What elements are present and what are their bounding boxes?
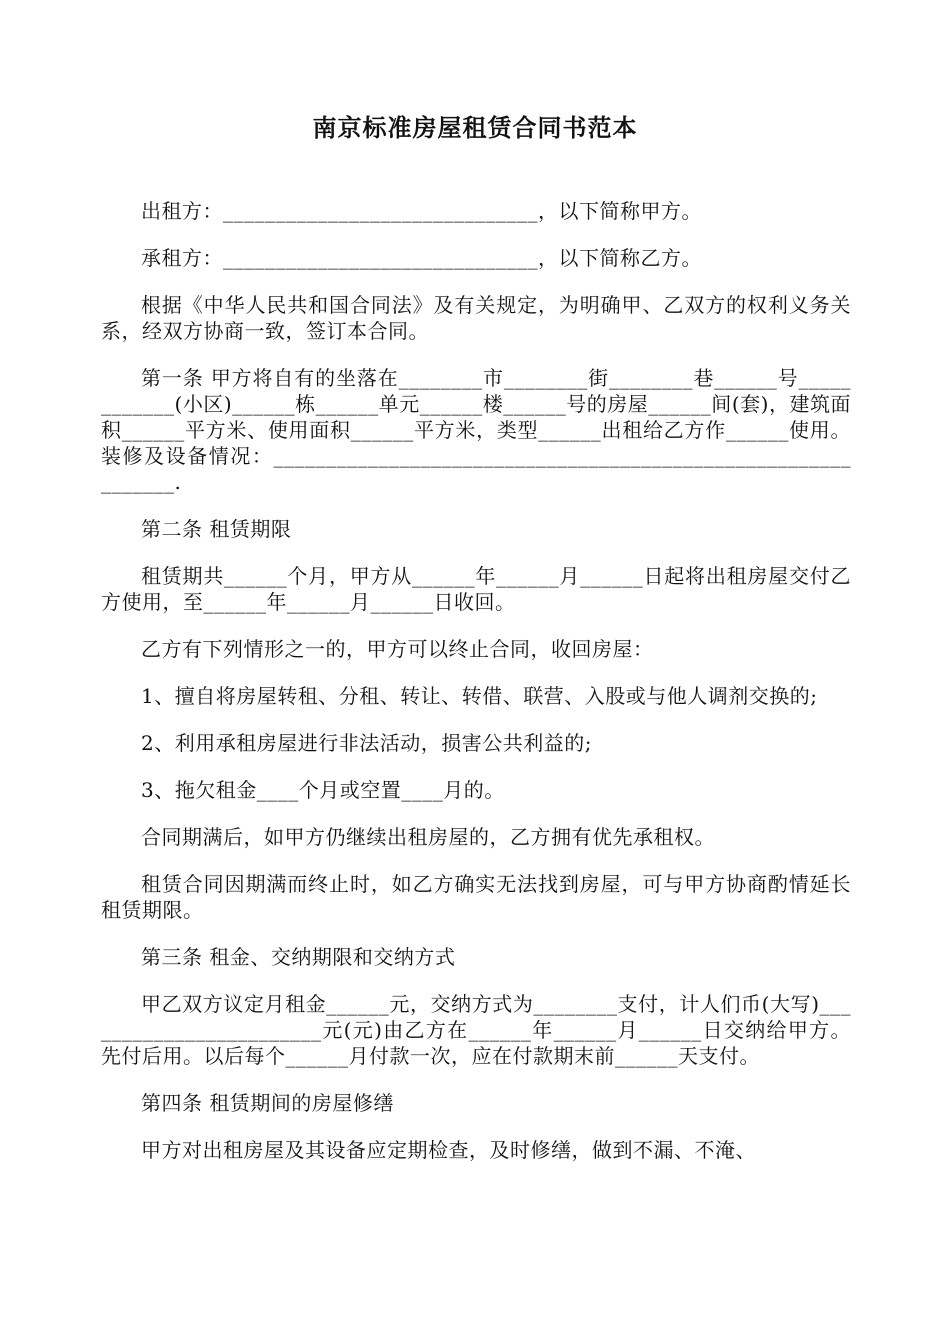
paragraph-priority-renewal: 合同期满后，如甲方仍继续出租房屋的，乙方拥有优先承租权。 <box>141 825 715 849</box>
paragraph-extension: 租赁合同因期满而终止时，如乙方确实无法找到房屋，可与甲方协商酌情延长租赁期限。 <box>101 872 851 922</box>
paragraph-lessor: 出租方：______________________________，以下简称甲方。 <box>141 199 702 223</box>
paragraph-condition-3: 3、拖欠租金____个月或空置____月的。 <box>141 778 505 802</box>
paragraph-condition-1: 1、擅自将房屋转租、分租、转让、转借、联营、入股或与他人调剂交换的; <box>141 684 818 708</box>
paragraph-termination-conditions: 乙方有下列情形之一的，甲方可以终止合同，收回房屋： <box>141 637 654 661</box>
paragraph-rent-payment: 甲乙双方议定月租金______元，交纳方式为________支付，计人们币(大写)________________________元(元)由乙方在______年______月______日交纳给甲方。先付后用。以后每个______月付款一次，应在付款期末前______天支付。 <box>101 992 851 1068</box>
paragraph-article-1: 第一条 甲方将自有的坐落在________市________街________巷______号____________(小区)______栋______单元______楼______号的房屋______间(套)，建筑面积______平方米、使用面积______平方米，类型______出租给乙方作______使用。装修及设备情况：______________________________________________________________. <box>101 366 851 494</box>
heading-article-3: 第三条 租金、交纳期限和交纳方式 <box>141 945 456 969</box>
document-body <box>101 198 851 1184</box>
paragraph-lease-term: 租赁期共______个月，甲方从______年______月______日起将出租房屋交付乙方使用，至______年______月______日收回。 <box>101 564 851 614</box>
paragraph-lessee: 承租方：______________________________，以下简称乙方。 <box>141 246 702 270</box>
document-title: 南京标准房屋租赁合同书范本 <box>312 114 638 142</box>
paragraph-preamble: 根据《中华人民共和国合同法》及有关规定，为明确甲、乙双方的权利义务关系，经双方协商一致，签订本合同。 <box>101 293 851 343</box>
paragraph-repairs: 甲方对出租房屋及其设备应定期检查，及时修缮，做到不漏、不淹、 <box>141 1138 756 1162</box>
heading-article-4: 第四条 租赁期间的房屋修缮 <box>141 1091 394 1115</box>
paragraph-condition-2: 2、利用承租房屋进行非法活动，损害公共利益的; <box>141 731 592 755</box>
heading-article-2: 第二条 租赁期限 <box>141 517 292 541</box>
